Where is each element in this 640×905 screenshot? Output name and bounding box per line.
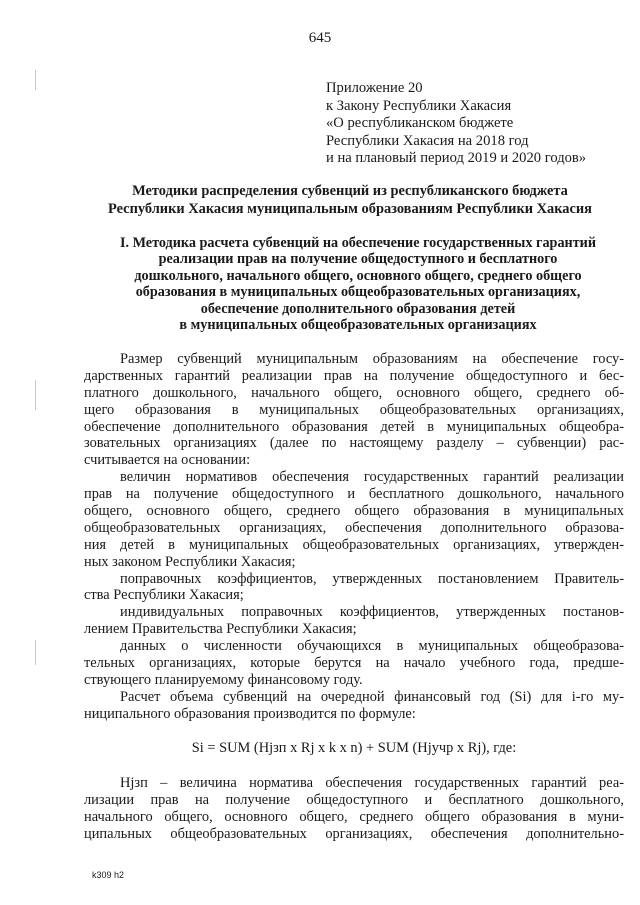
page-number: 645 [308,30,332,46]
body-line: тельных организациях, которые берутся на начало учебного года, предше- [84,655,624,672]
scan-margin-mark [35,70,36,90]
body-line: ствующего планируемому финансовому году. [84,671,363,688]
body-line: начального общего, основного общего, среднего общего образования в муни- [84,809,624,826]
body-line: величин нормативов обеспечения государственных гарантий реализации [120,469,624,486]
section-heading [78,235,638,333]
title-line: Республики Хакасия муниципальным образованиям Республики Хакасия [108,200,592,217]
section-heading-line: реализации прав на получение общедоступного и бесплатного [158,251,558,268]
body-line: поправочных коэффициентов, утвержденных постановлением Правитель- [120,570,624,587]
body-line: ниципального образования производится по формуле: [84,705,416,722]
appendix-line: «О республиканском бюджете [326,115,514,132]
body-line: обеспечение дополнительного образования детей в муниципальных общеобра- [84,418,624,435]
body-line: платного дошкольного, начального общего, основного общего, среднего об- [84,384,624,401]
footer-code: k309 h2 [92,870,125,880]
body-line: прав на получение общедоступного и бесплатного дошкольного, начального [84,486,624,503]
body-line: общеобразовательных организациях, обеспечения дополнительного образова- [84,519,624,536]
body-line: Hjзп – величина норматива обеспечения государственных гарантий реа- [120,775,624,792]
section-heading-line: дошкольного, начального общего, основного общего, среднего общего [134,267,582,284]
body-line: ства Республики Хакасия; [84,587,244,604]
body-text [84,351,624,843]
body-line: ципальных общеобразовательных организациях, обеспечения дополнительно- [84,826,624,843]
appendix-line: к Закону Республики Хакасия [326,97,512,114]
scan-margin-mark [35,380,36,410]
appendix-line: Республики Хакасия на 2018 год [326,132,529,149]
body-line: Размер субвенций муниципальным образованиям на обеспечение госу- [120,351,624,367]
title-line: Методики распределения субвенций из республиканского бюджета [132,183,568,199]
scan-margin-mark [35,640,36,665]
appendix-line: Приложение 20 [326,80,423,96]
section-heading-line: обеспечение дополнительного образования детей [200,300,516,317]
body-line: данных о численности обучающихся в муниципальных общеобразова- [120,638,624,655]
document-title [60,183,640,218]
body-line: ных законом Республики Хакасия; [84,553,296,570]
body-line: лением Правительства Республики Хакасия; [84,621,357,638]
body-line: лизации прав на получение общедоступного и бесплатного дошкольного, [84,792,624,809]
body-line: ния детей в муниципальных общеобразовательных организациях, утвержден- [84,536,624,553]
body-line: дарственных гарантий реализации прав на получение общедоступного и бес- [84,367,624,384]
body-line: зовательных организациях (далее по настоящему разделу – субвенции) рас- [84,435,624,452]
body-line: общего, основного общего, среднего общего образования в муниципальных [84,503,624,520]
section-heading-line: образования в муниципальных общеобразовательных организациях, [135,284,581,301]
appendix-block [326,80,626,168]
body-line: Расчет объема субвенций на очередной финансовый год (Si) для i-го му- [120,688,624,705]
body-line: индивидуальных поправочных коэффициентов, утвержденных постанов- [120,604,624,621]
body-line: щего образования в муниципальных общеобразовательных организациях, [84,401,624,418]
formula: Si = SUM (Hjзп x Rj x k x n) + SUM (Hjучр x Rj), где: [191,739,517,756]
section-heading-line: в муниципальных общеобразовательных организациях [179,317,537,334]
appendix-line: и на плановый период 2019 и 2020 годов» [326,150,587,167]
body-line: считывается на основании: [84,452,251,469]
section-heading-line: I. Методика расчета субвенций на обеспечение государственных гарантий [119,235,597,251]
